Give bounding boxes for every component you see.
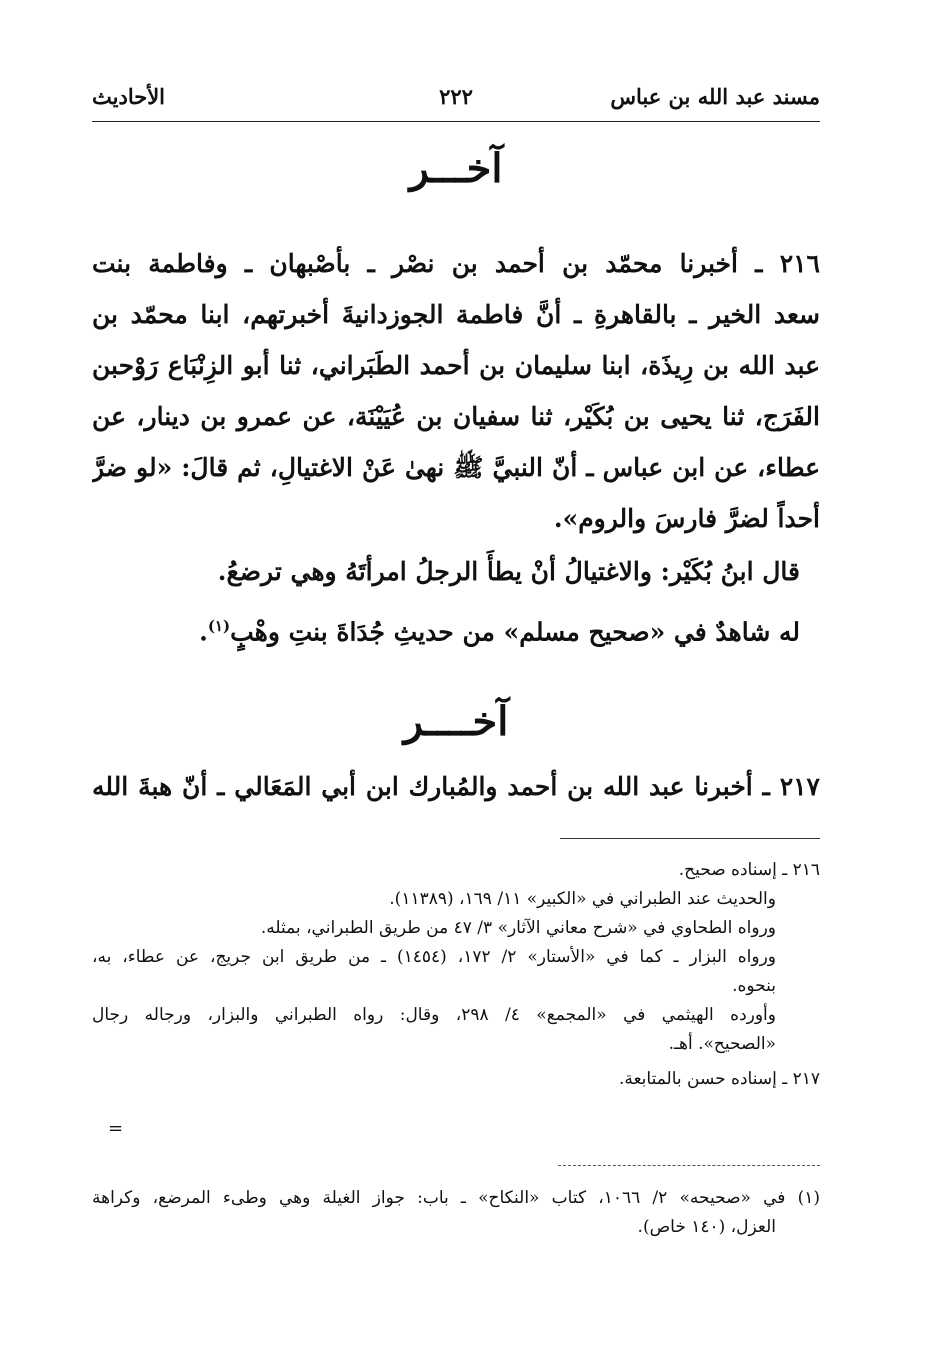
witness-end: . (199, 617, 208, 647)
section-title: آخـــر (409, 145, 503, 192)
hadith-216 (92, 238, 820, 544)
footnote-216-title: ٢١٦ ـ إسناده صحيح. (678, 860, 820, 880)
footnote-dashed-divider (558, 1165, 820, 1166)
continuation-mark: = (108, 1118, 124, 1139)
hadith-217-line: ٢١٧ ـ أخبرنا عبد الله بن أحمد والمُبارك ابن أبي المَعَالي ـ أنّ هبةَ الله (92, 772, 820, 801)
footnote-divider (560, 838, 820, 839)
footnote-line: ورواه البزار ـ كما في «الأستار» ٢/ ١٧٢، (١٤٥٤) ـ من طريق ابن جريج، عن عطاء، به، (92, 947, 776, 967)
running-header (92, 84, 820, 120)
footnote-line: ورواه الطحاوي في «شرح معاني الآثار» ٣/ ٤٧ من طريق الطبراني، بمثله. (260, 918, 776, 938)
header-divider (92, 121, 820, 122)
witness-text: له شاهدٌ في «صحيح مسلم» من حديثِ جُدَاةَ بنتِ وهْبٍ (230, 617, 800, 647)
footnote-217: ٢١٧ ـ إسناده حسن بالمتابعة. (618, 1069, 820, 1089)
book-title: مسند عبد الله بن عباس (610, 84, 820, 109)
commentary-witness (92, 617, 800, 646)
hadith-line: عبد الله بن رِيذَة، ابنا سليمان بن أحمد الطَبَراني، ثنا أبو الزِنْبَاع رَوْحبن (92, 351, 820, 380)
section-title: آخــــر (403, 698, 509, 745)
footnote-1-line: العزل، (١٤٠ خاص). (637, 1217, 776, 1237)
hadith-line: الفَرَج، ثنا يحيى بن بُكَيْر، ثنا سفيان بن عُيَيْنَة، عن عمرو بن دينار، عن (92, 402, 820, 431)
footnote-1-line: (١) في «صحيحه» ٢/ ١٠٦٦، كتاب «النكاح» ـ باب: جواز الغيلة وهي وطىء المرضع، وكراهة (92, 1188, 820, 1208)
hadith-line: سعد الخير ـ بالقاهرةِ ـ أنَّ فاطمة الجوزدانيةَ أخبرتهم، ابنا محمّد بن (92, 300, 820, 329)
footnote-line: والحديث عند الطبراني في «الكبير» ١١/ ١٦٩، (١١٣٨٩). (389, 889, 776, 909)
section-name: الأحاديث (92, 84, 166, 109)
hadith-line: ٢١٦ ـ أخبرنا محمّد بن أحمد بن نصْر ـ بأصْبهان ـ وفاطمة بنت (92, 249, 820, 278)
hadith-line: أحداً لضرَّ فارسَ والروم». (553, 504, 820, 533)
page-number: ٢٢٢ (439, 84, 473, 109)
footnote-line: بنحوه. (732, 976, 776, 996)
footnote-ref[interactable]: (١) (207, 617, 231, 635)
hadith-line: عطاء، عن ابن عباس ـ أنّ النبيَّ ﷺ نهىٰ عَنْ الاغتيالِ، ثم قالَ: «لو ضرَّ (92, 453, 820, 482)
footnote-line: «الصحيح». أهـ. (668, 1034, 776, 1054)
footnotes-page (92, 1184, 820, 1242)
commentary-ibn-bukayr: قال ابنُ بُكَيْر: والاغتيالُ أنْ يطأَ الرجلُ امرأتَهُ وهي ترضعُ. (217, 557, 800, 586)
footnotes-hadith (92, 856, 820, 1094)
footnote-line: وأورده الهيثمي في «المجمع» ٤/ ٢٩٨، وقال: رواه الطبراني والبزار، ورجاله رجال (92, 1005, 776, 1025)
